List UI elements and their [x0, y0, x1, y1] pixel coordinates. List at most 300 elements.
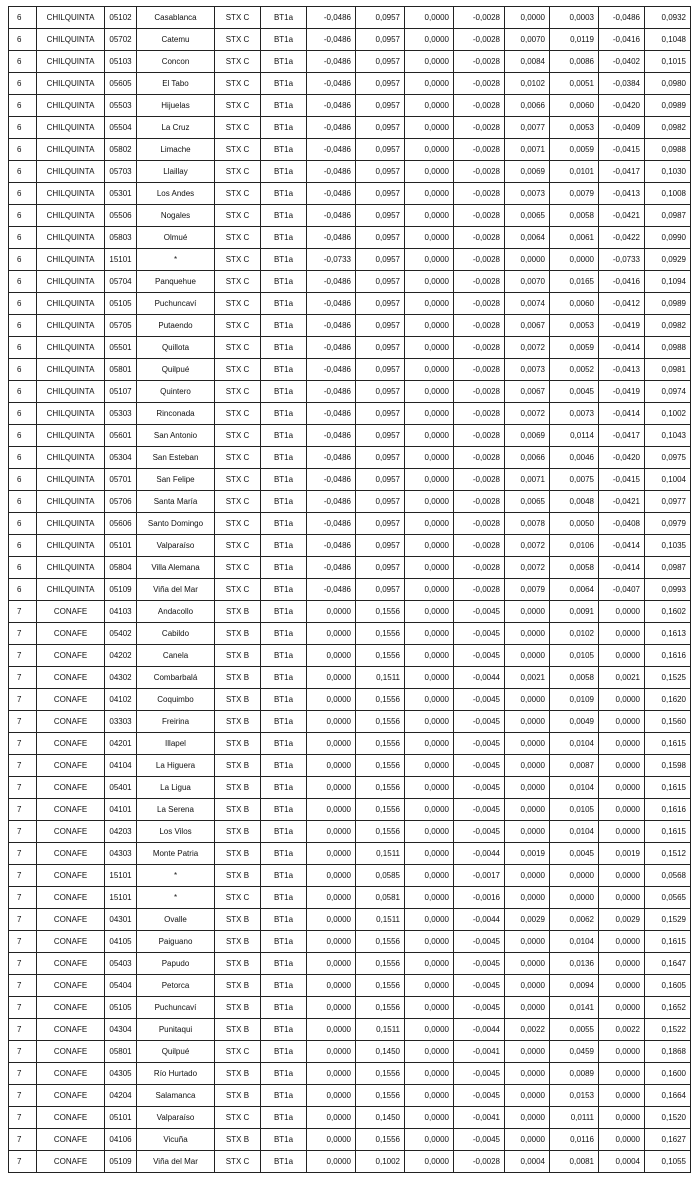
system-cell: STX C [215, 205, 261, 227]
commune-code-cell: 05303 [105, 403, 137, 425]
table-row [9, 953, 691, 975]
sector-cell: 6 [9, 161, 37, 183]
value-cell-3: 0,0000 [405, 51, 454, 73]
value-cell-1: 0,0000 [307, 1151, 356, 1173]
value-cell-2: 0,0957 [356, 535, 405, 557]
value-cell-3: 0,0000 [405, 469, 454, 491]
value-cell-3: 0,0000 [405, 491, 454, 513]
value-cell-8: 0,0989 [645, 293, 691, 315]
value-cell-1: -0,0486 [307, 337, 356, 359]
company-cell: CONAFE [37, 865, 105, 887]
commune-name-cell: Río Hurtado [137, 1063, 215, 1085]
sector-cell: 7 [9, 953, 37, 975]
commune-code-cell: 05706 [105, 491, 137, 513]
company-cell: CHILQUINTA [37, 579, 105, 601]
tariff-cell: BT1a [261, 535, 307, 557]
commune-code-cell: 05101 [105, 535, 137, 557]
value-cell-2: 0,0957 [356, 293, 405, 315]
table-row [9, 557, 691, 579]
table-row [9, 975, 691, 997]
commune-code-cell: 05506 [105, 205, 137, 227]
value-cell-6: 0,0062 [550, 909, 599, 931]
value-cell-6: 0,0153 [550, 1085, 599, 1107]
value-cell-8: 0,1602 [645, 601, 691, 623]
sector-cell: 6 [9, 447, 37, 469]
tariff-cell: BT1a [261, 601, 307, 623]
value-cell-8: 0,0988 [645, 337, 691, 359]
value-cell-5: 0,0072 [505, 403, 550, 425]
table-row [9, 1063, 691, 1085]
company-cell: CHILQUINTA [37, 205, 105, 227]
tariff-cell: BT1a [261, 1041, 307, 1063]
value-cell-4: -0,0028 [454, 337, 505, 359]
system-cell: STX B [215, 645, 261, 667]
value-cell-8: 0,0975 [645, 447, 691, 469]
value-cell-7: -0,0733 [599, 249, 645, 271]
company-cell: CHILQUINTA [37, 513, 105, 535]
value-cell-5: 0,0019 [505, 843, 550, 865]
company-cell: CONAFE [37, 931, 105, 953]
value-cell-7: 0,0000 [599, 975, 645, 997]
company-cell: CHILQUINTA [37, 271, 105, 293]
value-cell-6: 0,0060 [550, 293, 599, 315]
value-cell-3: 0,0000 [405, 227, 454, 249]
commune-name-cell: Papudo [137, 953, 215, 975]
value-cell-6: 0,0058 [550, 667, 599, 689]
value-cell-5: 0,0067 [505, 381, 550, 403]
value-cell-8: 0,0974 [645, 381, 691, 403]
value-cell-7: 0,0000 [599, 887, 645, 909]
value-cell-3: 0,0000 [405, 161, 454, 183]
value-cell-8: 0,1664 [645, 1085, 691, 1107]
tariff-cell: BT1a [261, 1063, 307, 1085]
value-cell-1: -0,0486 [307, 579, 356, 601]
tariff-cell: BT1a [261, 843, 307, 865]
tariff-cell: BT1a [261, 887, 307, 909]
sector-cell: 6 [9, 513, 37, 535]
sector-cell: 7 [9, 755, 37, 777]
value-cell-4: -0,0028 [454, 73, 505, 95]
value-cell-6: 0,0086 [550, 51, 599, 73]
value-cell-5: 0,0004 [505, 1151, 550, 1173]
table-row [9, 733, 691, 755]
value-cell-4: -0,0028 [454, 557, 505, 579]
value-cell-6: 0,0101 [550, 161, 599, 183]
value-cell-1: 0,0000 [307, 1085, 356, 1107]
value-cell-1: -0,0486 [307, 183, 356, 205]
value-cell-2: 0,1556 [356, 689, 405, 711]
company-cell: CONAFE [37, 887, 105, 909]
tariff-cell: BT1a [261, 29, 307, 51]
value-cell-7: -0,0422 [599, 227, 645, 249]
value-cell-4: -0,0028 [454, 447, 505, 469]
value-cell-5: 0,0074 [505, 293, 550, 315]
table-row [9, 337, 691, 359]
value-cell-2: 0,0957 [356, 271, 405, 293]
system-cell: STX C [215, 887, 261, 909]
table-row [9, 513, 691, 535]
value-cell-7: -0,0419 [599, 381, 645, 403]
value-cell-7: -0,0421 [599, 205, 645, 227]
value-cell-6: 0,0116 [550, 1129, 599, 1151]
value-cell-4: -0,0028 [454, 293, 505, 315]
table-row [9, 315, 691, 337]
value-cell-6: 0,0051 [550, 73, 599, 95]
tariff-cell: BT1a [261, 271, 307, 293]
commune-name-cell: San Felipe [137, 469, 215, 491]
commune-code-cell: 04202 [105, 645, 137, 667]
value-cell-2: 0,0957 [356, 337, 405, 359]
value-cell-6: 0,0058 [550, 557, 599, 579]
commune-code-cell: 04305 [105, 1063, 137, 1085]
commune-code-cell: 05402 [105, 623, 137, 645]
value-cell-1: 0,0000 [307, 865, 356, 887]
tariff-cell: BT1a [261, 1085, 307, 1107]
value-cell-6: 0,0119 [550, 29, 599, 51]
company-cell: CHILQUINTA [37, 95, 105, 117]
value-cell-3: 0,0000 [405, 1107, 454, 1129]
value-cell-1: 0,0000 [307, 733, 356, 755]
value-cell-8: 0,1615 [645, 821, 691, 843]
value-cell-7: -0,0486 [599, 7, 645, 29]
value-cell-5: 0,0073 [505, 183, 550, 205]
value-cell-5: 0,0000 [505, 7, 550, 29]
value-cell-1: 0,0000 [307, 645, 356, 667]
value-cell-7: -0,0415 [599, 139, 645, 161]
system-cell: STX C [215, 117, 261, 139]
table-row [9, 403, 691, 425]
sector-cell: 7 [9, 777, 37, 799]
sector-cell: 7 [9, 1019, 37, 1041]
table-row [9, 601, 691, 623]
value-cell-2: 0,0957 [356, 249, 405, 271]
value-cell-7: -0,0413 [599, 359, 645, 381]
value-cell-1: 0,0000 [307, 623, 356, 645]
tariff-cell: BT1a [261, 931, 307, 953]
value-cell-2: 0,1556 [356, 975, 405, 997]
value-cell-1: 0,0000 [307, 931, 356, 953]
value-cell-8: 0,1868 [645, 1041, 691, 1063]
value-cell-7: 0,0000 [599, 601, 645, 623]
tariff-cell: BT1a [261, 205, 307, 227]
commune-name-cell: * [137, 865, 215, 887]
tariff-cell: BT1a [261, 513, 307, 535]
table-row [9, 29, 691, 51]
commune-name-cell: Valparaíso [137, 1107, 215, 1129]
sector-cell: 7 [9, 645, 37, 667]
commune-name-cell: Viña del Mar [137, 579, 215, 601]
system-cell: STX C [215, 249, 261, 271]
table-row [9, 821, 691, 843]
commune-name-cell: Quilpué [137, 359, 215, 381]
tariff-cell: BT1a [261, 469, 307, 491]
value-cell-2: 0,0957 [356, 579, 405, 601]
value-cell-1: 0,0000 [307, 1019, 356, 1041]
commune-code-cell: 05301 [105, 183, 137, 205]
value-cell-6: 0,0105 [550, 645, 599, 667]
table-row [9, 997, 691, 1019]
value-cell-1: -0,0486 [307, 161, 356, 183]
value-cell-5: 0,0065 [505, 205, 550, 227]
value-cell-8: 0,1560 [645, 711, 691, 733]
value-cell-1: 0,0000 [307, 997, 356, 1019]
value-cell-7: -0,0409 [599, 117, 645, 139]
value-cell-6: 0,0050 [550, 513, 599, 535]
system-cell: STX B [215, 601, 261, 623]
value-cell-5: 0,0021 [505, 667, 550, 689]
table-row [9, 447, 691, 469]
commune-code-cell: 05101 [105, 1107, 137, 1129]
table-row [9, 865, 691, 887]
system-cell: STX B [215, 953, 261, 975]
company-cell: CONAFE [37, 953, 105, 975]
system-cell: STX C [215, 381, 261, 403]
system-cell: STX B [215, 755, 261, 777]
tariff-cell: BT1a [261, 381, 307, 403]
value-cell-4: -0,0045 [454, 711, 505, 733]
table-row [9, 381, 691, 403]
tariff-cell: BT1a [261, 491, 307, 513]
value-cell-4: -0,0028 [454, 381, 505, 403]
value-cell-4: -0,0028 [454, 491, 505, 513]
company-cell: CHILQUINTA [37, 73, 105, 95]
sector-cell: 6 [9, 205, 37, 227]
system-cell: STX B [215, 1063, 261, 1085]
sector-cell: 7 [9, 689, 37, 711]
sector-cell: 7 [9, 865, 37, 887]
tariff-cell: BT1a [261, 337, 307, 359]
commune-code-cell: 05401 [105, 777, 137, 799]
company-cell: CONAFE [37, 711, 105, 733]
system-cell: STX C [215, 557, 261, 579]
company-cell: CHILQUINTA [37, 117, 105, 139]
company-cell: CHILQUINTA [37, 7, 105, 29]
company-cell: CONAFE [37, 1085, 105, 1107]
commune-name-cell: Paiguano [137, 931, 215, 953]
company-cell: CONAFE [37, 1151, 105, 1173]
value-cell-8: 0,0982 [645, 315, 691, 337]
commune-code-cell: 05705 [105, 315, 137, 337]
value-cell-3: 0,0000 [405, 73, 454, 95]
value-cell-8: 0,1030 [645, 161, 691, 183]
sector-cell: 6 [9, 51, 37, 73]
value-cell-7: 0,0022 [599, 1019, 645, 1041]
value-cell-4: -0,0045 [454, 623, 505, 645]
value-cell-7: -0,0417 [599, 425, 645, 447]
system-cell: STX B [215, 865, 261, 887]
value-cell-4: -0,0045 [454, 975, 505, 997]
value-cell-1: 0,0000 [307, 755, 356, 777]
value-cell-3: 0,0000 [405, 293, 454, 315]
value-cell-2: 0,1556 [356, 997, 405, 1019]
value-cell-2: 0,0957 [356, 73, 405, 95]
value-cell-3: 0,0000 [405, 403, 454, 425]
value-cell-1: -0,0486 [307, 205, 356, 227]
value-cell-7: 0,0000 [599, 777, 645, 799]
company-cell: CONAFE [37, 1041, 105, 1063]
commune-name-cell: Quilpué [137, 1041, 215, 1063]
value-cell-4: -0,0028 [454, 29, 505, 51]
value-cell-2: 0,0957 [356, 469, 405, 491]
tariff-cell: BT1a [261, 7, 307, 29]
value-cell-3: 0,0000 [405, 337, 454, 359]
value-cell-1: 0,0000 [307, 799, 356, 821]
value-cell-8: 0,0993 [645, 579, 691, 601]
system-cell: STX B [215, 623, 261, 645]
sector-cell: 7 [9, 1041, 37, 1063]
value-cell-1: -0,0486 [307, 315, 356, 337]
value-cell-5: 0,0079 [505, 579, 550, 601]
value-cell-2: 0,1556 [356, 733, 405, 755]
value-cell-5: 0,0000 [505, 623, 550, 645]
commune-name-cell: La Higuera [137, 755, 215, 777]
commune-code-cell: 05304 [105, 447, 137, 469]
table-row [9, 777, 691, 799]
value-cell-8: 0,1008 [645, 183, 691, 205]
value-cell-8: 0,1613 [645, 623, 691, 645]
value-cell-5: 0,0000 [505, 997, 550, 1019]
value-cell-7: 0,0000 [599, 1063, 645, 1085]
system-cell: STX C [215, 161, 261, 183]
value-cell-6: 0,0048 [550, 491, 599, 513]
commune-code-cell: 05501 [105, 337, 137, 359]
value-cell-2: 0,0957 [356, 513, 405, 535]
value-cell-8: 0,0990 [645, 227, 691, 249]
system-cell: STX C [215, 183, 261, 205]
value-cell-2: 0,1511 [356, 667, 405, 689]
value-cell-5: 0,0000 [505, 1107, 550, 1129]
sector-cell: 6 [9, 403, 37, 425]
sector-cell: 6 [9, 425, 37, 447]
company-cell: CHILQUINTA [37, 51, 105, 73]
value-cell-8: 0,1522 [645, 1019, 691, 1041]
value-cell-4: -0,0028 [454, 535, 505, 557]
value-cell-7: -0,0407 [599, 579, 645, 601]
system-cell: STX B [215, 975, 261, 997]
value-cell-4: -0,0045 [454, 601, 505, 623]
value-cell-5: 0,0066 [505, 95, 550, 117]
company-cell: CONAFE [37, 909, 105, 931]
value-cell-5: 0,0000 [505, 1129, 550, 1151]
value-cell-1: -0,0486 [307, 491, 356, 513]
tariff-cell: BT1a [261, 777, 307, 799]
value-cell-3: 0,0000 [405, 799, 454, 821]
value-cell-4: -0,0045 [454, 799, 505, 821]
value-cell-8: 0,1529 [645, 909, 691, 931]
value-cell-2: 0,0957 [356, 381, 405, 403]
system-cell: STX C [215, 579, 261, 601]
tariff-cell: BT1a [261, 403, 307, 425]
commune-name-cell: Viña del Mar [137, 1151, 215, 1173]
tariff-cell: BT1a [261, 579, 307, 601]
value-cell-4: -0,0028 [454, 513, 505, 535]
value-cell-7: -0,0413 [599, 183, 645, 205]
value-cell-3: 0,0000 [405, 7, 454, 29]
tariff-cell: BT1a [261, 865, 307, 887]
commune-name-cell: Salamanca [137, 1085, 215, 1107]
value-cell-6: 0,0091 [550, 601, 599, 623]
value-cell-8: 0,1525 [645, 667, 691, 689]
value-cell-6: 0,0000 [550, 887, 599, 909]
value-cell-2: 0,0957 [356, 205, 405, 227]
value-cell-6: 0,0094 [550, 975, 599, 997]
sector-cell: 7 [9, 843, 37, 865]
commune-code-cell: 05504 [105, 117, 137, 139]
value-cell-8: 0,0568 [645, 865, 691, 887]
value-cell-5: 0,0064 [505, 227, 550, 249]
commune-code-cell: 15101 [105, 887, 137, 909]
value-cell-7: 0,0019 [599, 843, 645, 865]
table-row [9, 755, 691, 777]
value-cell-5: 0,0000 [505, 887, 550, 909]
value-cell-2: 0,1556 [356, 601, 405, 623]
value-cell-8: 0,1048 [645, 29, 691, 51]
table-row [9, 139, 691, 161]
value-cell-2: 0,1002 [356, 1151, 405, 1173]
value-cell-3: 0,0000 [405, 535, 454, 557]
commune-name-cell: Quintero [137, 381, 215, 403]
value-cell-4: -0,0028 [454, 7, 505, 29]
value-cell-3: 0,0000 [405, 117, 454, 139]
system-cell: STX C [215, 403, 261, 425]
value-cell-1: 0,0000 [307, 1063, 356, 1085]
value-cell-6: 0,0087 [550, 755, 599, 777]
company-cell: CHILQUINTA [37, 29, 105, 51]
table-row [9, 491, 691, 513]
value-cell-6: 0,0081 [550, 1151, 599, 1173]
table-row [9, 909, 691, 931]
tariff-cell: BT1a [261, 1151, 307, 1173]
commune-name-cell: Vicuña [137, 1129, 215, 1151]
commune-name-cell: Catemu [137, 29, 215, 51]
table-row [9, 469, 691, 491]
system-cell: STX B [215, 1085, 261, 1107]
system-cell: STX B [215, 711, 261, 733]
commune-name-cell: Valparaíso [137, 535, 215, 557]
commune-code-cell: 05109 [105, 579, 137, 601]
table-row [9, 1041, 691, 1063]
value-cell-3: 0,0000 [405, 645, 454, 667]
system-cell: STX C [215, 535, 261, 557]
value-cell-3: 0,0000 [405, 909, 454, 931]
value-cell-1: -0,0486 [307, 139, 356, 161]
value-cell-8: 0,0565 [645, 887, 691, 909]
value-cell-8: 0,1598 [645, 755, 691, 777]
sector-cell: 6 [9, 139, 37, 161]
value-cell-5: 0,0022 [505, 1019, 550, 1041]
value-cell-6: 0,0111 [550, 1107, 599, 1129]
value-cell-8: 0,0988 [645, 139, 691, 161]
value-cell-7: 0,0000 [599, 865, 645, 887]
table-row [9, 183, 691, 205]
value-cell-3: 0,0000 [405, 139, 454, 161]
value-cell-3: 0,0000 [405, 425, 454, 447]
value-cell-8: 0,1043 [645, 425, 691, 447]
value-cell-5: 0,0102 [505, 73, 550, 95]
value-cell-2: 0,0957 [356, 183, 405, 205]
sector-cell: 7 [9, 1063, 37, 1085]
tariff-cell: BT1a [261, 139, 307, 161]
value-cell-5: 0,0000 [505, 755, 550, 777]
value-cell-1: -0,0486 [307, 469, 356, 491]
value-cell-6: 0,0136 [550, 953, 599, 975]
commune-code-cell: 05701 [105, 469, 137, 491]
value-cell-7: -0,0412 [599, 293, 645, 315]
value-cell-1: 0,0000 [307, 1107, 356, 1129]
value-cell-4: -0,0028 [454, 51, 505, 73]
value-cell-7: -0,0408 [599, 513, 645, 535]
sector-cell: 6 [9, 535, 37, 557]
